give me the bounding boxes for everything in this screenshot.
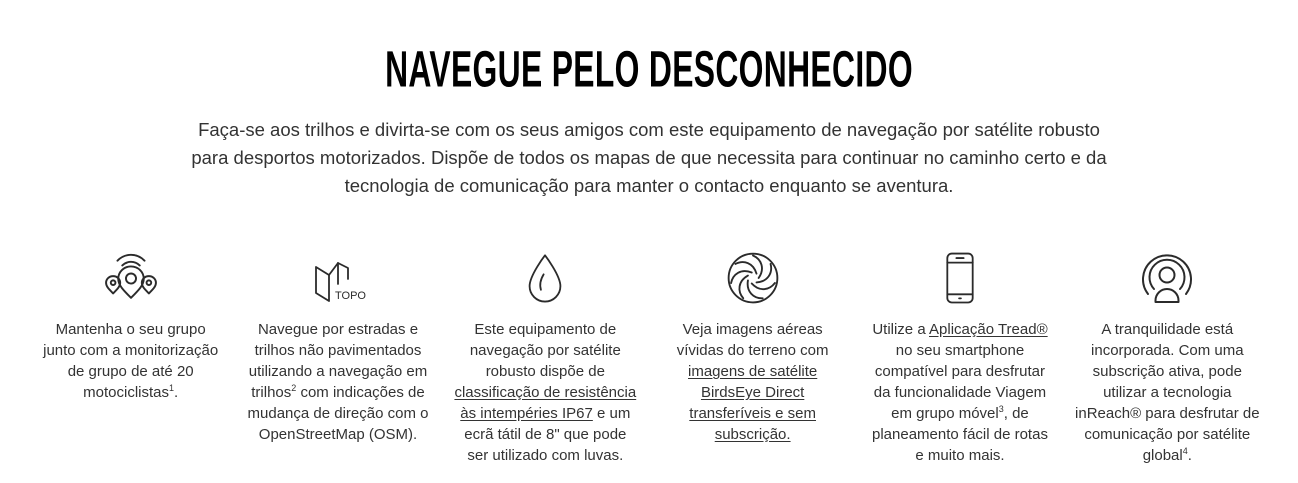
- footnote-superscript: 4: [1182, 446, 1188, 456]
- feature-text: [245, 319, 430, 445]
- icon-wrap: [453, 246, 638, 308]
- feature-tread-app: [856, 246, 1063, 466]
- inreach-person-icon: [1135, 246, 1199, 308]
- feature-topo-maps: [234, 246, 441, 466]
- inline-link[interactable]: imagens de satélite BirdsEye Direct transferíveis e sem subscrição.: [688, 363, 818, 443]
- features-row: [27, 246, 1271, 466]
- icon-wrap: [660, 246, 845, 308]
- feature-text: [660, 319, 845, 445]
- text-segment: e um ecrã tátil de 8" que pode ser utilizado com luvas.: [464, 405, 631, 464]
- text-segment: .: [174, 384, 179, 401]
- footnote-superscript: 2: [291, 383, 297, 393]
- text-segment: Este equipamento de navegação por satélite robusto dispõe de: [469, 321, 621, 380]
- text-segment: Mantenha o seu grupo junto com a monitorização de grupo de até 20 motociclistas: [43, 321, 219, 401]
- text-segment: .: [1187, 447, 1192, 464]
- page-title-text: NAVEGUE PELO DESCONHECIDO: [385, 41, 913, 99]
- icon-wrap: [867, 246, 1052, 308]
- feature-group-monitoring: [27, 246, 234, 466]
- text-segment: A tranquilidade está incorporada. Com uma subscrição ativa, pode utilizar a tecnologia inReach® para desfrutar de comunicação por satélite global: [1075, 321, 1260, 464]
- text-segment: no seu smartphone compatível para desfrutar da funcionalidade Viagem em grupo móvel: [873, 342, 1047, 422]
- text-segment: Veja imagens aéreas vívidas do terreno com: [676, 321, 829, 359]
- inline-link[interactable]: Aplicação Tread®: [929, 321, 1048, 338]
- intro-paragraph: Faça-se aos trilhos e divirta-se com os seus amigos com este equipamento de navegação por satélite robusto para desportos motorizados. Dispõe de todos os mapas de que necessita para continuar no caminho certo e da tecnologia de comunicação para manter o contacto enquanto se aventura.: [191, 119, 1107, 196]
- page-title: [0, 41, 1298, 99]
- feature-birdseye-imagery: [649, 246, 856, 466]
- feature-text: [38, 319, 223, 403]
- text-segment: Navegue por estradas e trilhos não pavimentados utilizando a navegação em trilhos: [248, 321, 428, 401]
- feature-text: [1075, 319, 1260, 466]
- text-segment: , de planeamento fácil de rotas e muito mais.: [872, 405, 1048, 464]
- icon-wrap: [1075, 246, 1260, 308]
- footnote-superscript: 1: [169, 383, 175, 393]
- icon-wrap: [38, 246, 223, 308]
- topo-label: TOPO: [334, 290, 366, 302]
- feature-text: [867, 319, 1052, 466]
- inline-link[interactable]: classificação de resistência às intempéries IP67: [454, 384, 637, 422]
- text-segment: com indicações de mudança de direção com o OpenStreetMap (OSM).: [247, 384, 429, 443]
- birdseye-swirl-icon: [723, 248, 783, 308]
- text-segment: Utilize a: [872, 321, 930, 338]
- water-droplet-icon: [516, 248, 574, 308]
- group-monitoring-icon: [100, 250, 162, 308]
- topo-map-icon: [302, 252, 374, 308]
- feature-text: [453, 319, 638, 466]
- footnote-superscript: 3: [998, 404, 1004, 414]
- icon-wrap: [245, 246, 430, 308]
- smartphone-icon: [931, 248, 989, 308]
- feature-inreach: [1064, 246, 1271, 466]
- feature-weather-resistance: [442, 246, 649, 466]
